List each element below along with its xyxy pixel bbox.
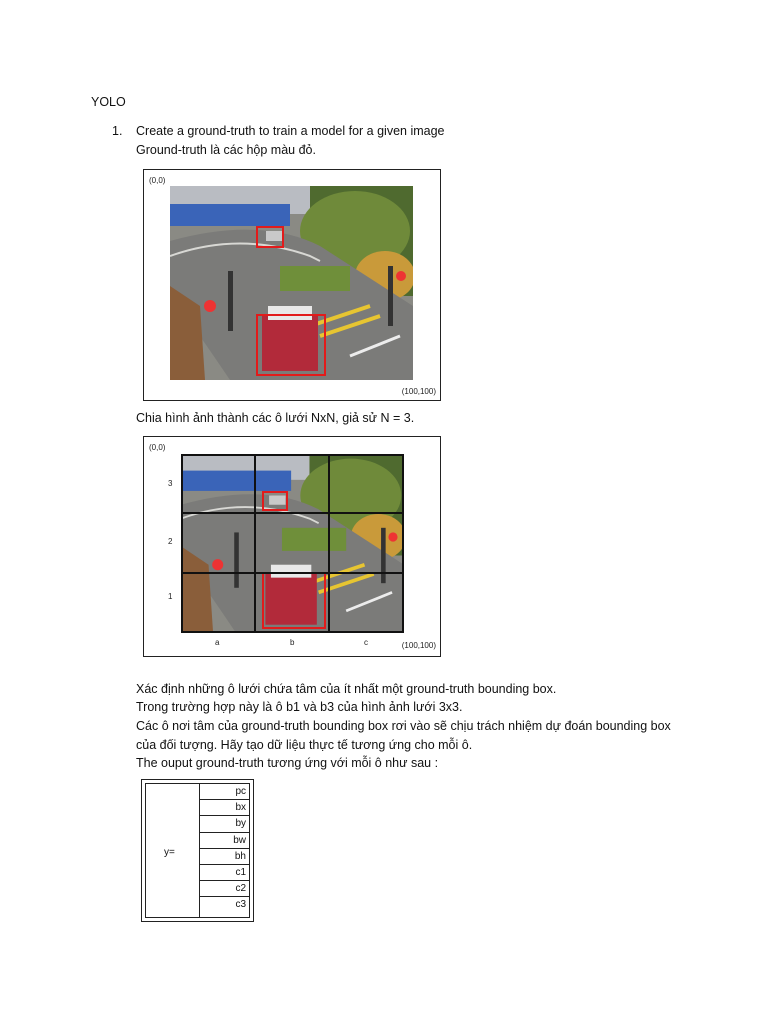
row-label-2: 2	[168, 537, 173, 546]
grid-caption: Chia hình ảnh thành các ô lưới NxN, giả sử N = 3.	[136, 411, 415, 425]
doc-title: YOLO	[91, 95, 126, 109]
figure-grid	[143, 436, 441, 657]
vector-row-bw: bw	[200, 833, 249, 849]
street-photo	[170, 186, 413, 380]
vector-row-bh: bh	[200, 849, 249, 865]
paragraph-line: The ouput ground-truth tương ứng với mỗi ô như sau :	[136, 756, 439, 770]
item-subheading: Ground-truth là các hộp màu đỏ.	[136, 143, 316, 157]
row-label-1: 1	[168, 592, 173, 601]
col-label-c: c	[364, 638, 368, 647]
origin-coordinate: (0,0)	[149, 176, 166, 185]
vector-row-by: by	[200, 816, 249, 832]
ground-truth-box-taxi	[256, 314, 326, 376]
paragraph-line: Xác định những ô lưới chứa tâm của ít nhất một ground-truth bounding box.	[136, 682, 557, 696]
grid-photo	[181, 454, 404, 633]
col-label-a: a	[215, 638, 220, 647]
vector-row-pc: pc	[200, 784, 249, 800]
paragraph-line: của đối tượng. Hãy tạo dữ liệu thực tế tương ứng cho mỗi ô.	[136, 738, 473, 752]
paragraph-line: Các ô nơi tâm của ground-truth bounding box rơi vào sẽ chịu trách nhiệm dự đoán bounding box	[136, 719, 671, 733]
vector-row-bx: bx	[200, 800, 249, 816]
vector-label: y=	[164, 847, 175, 858]
vector-row-c2: c2	[200, 881, 249, 897]
origin-coordinate: (0,0)	[149, 443, 166, 452]
output-vector-table	[141, 779, 254, 922]
paragraph-line: Trong trường hợp này là ô b1 và b3 của hình ảnh lưới 3x3.	[136, 700, 463, 714]
vector-label-cell	[146, 784, 200, 917]
vector-row-c1: c1	[200, 865, 249, 881]
vector-row-c3: c3	[235, 899, 246, 911]
list-number: 1.	[112, 124, 123, 138]
ground-truth-box-small-car	[256, 226, 284, 248]
end-coordinate: (100,100)	[401, 387, 436, 396]
col-label-b: b	[290, 638, 295, 647]
grid-border	[181, 454, 404, 633]
row-label-3: 3	[168, 479, 173, 488]
item-heading: Create a ground-truth to train a model for a given image	[136, 124, 445, 138]
figure-ground-truth	[143, 169, 441, 401]
end-coordinate: (100,100)	[401, 641, 436, 650]
